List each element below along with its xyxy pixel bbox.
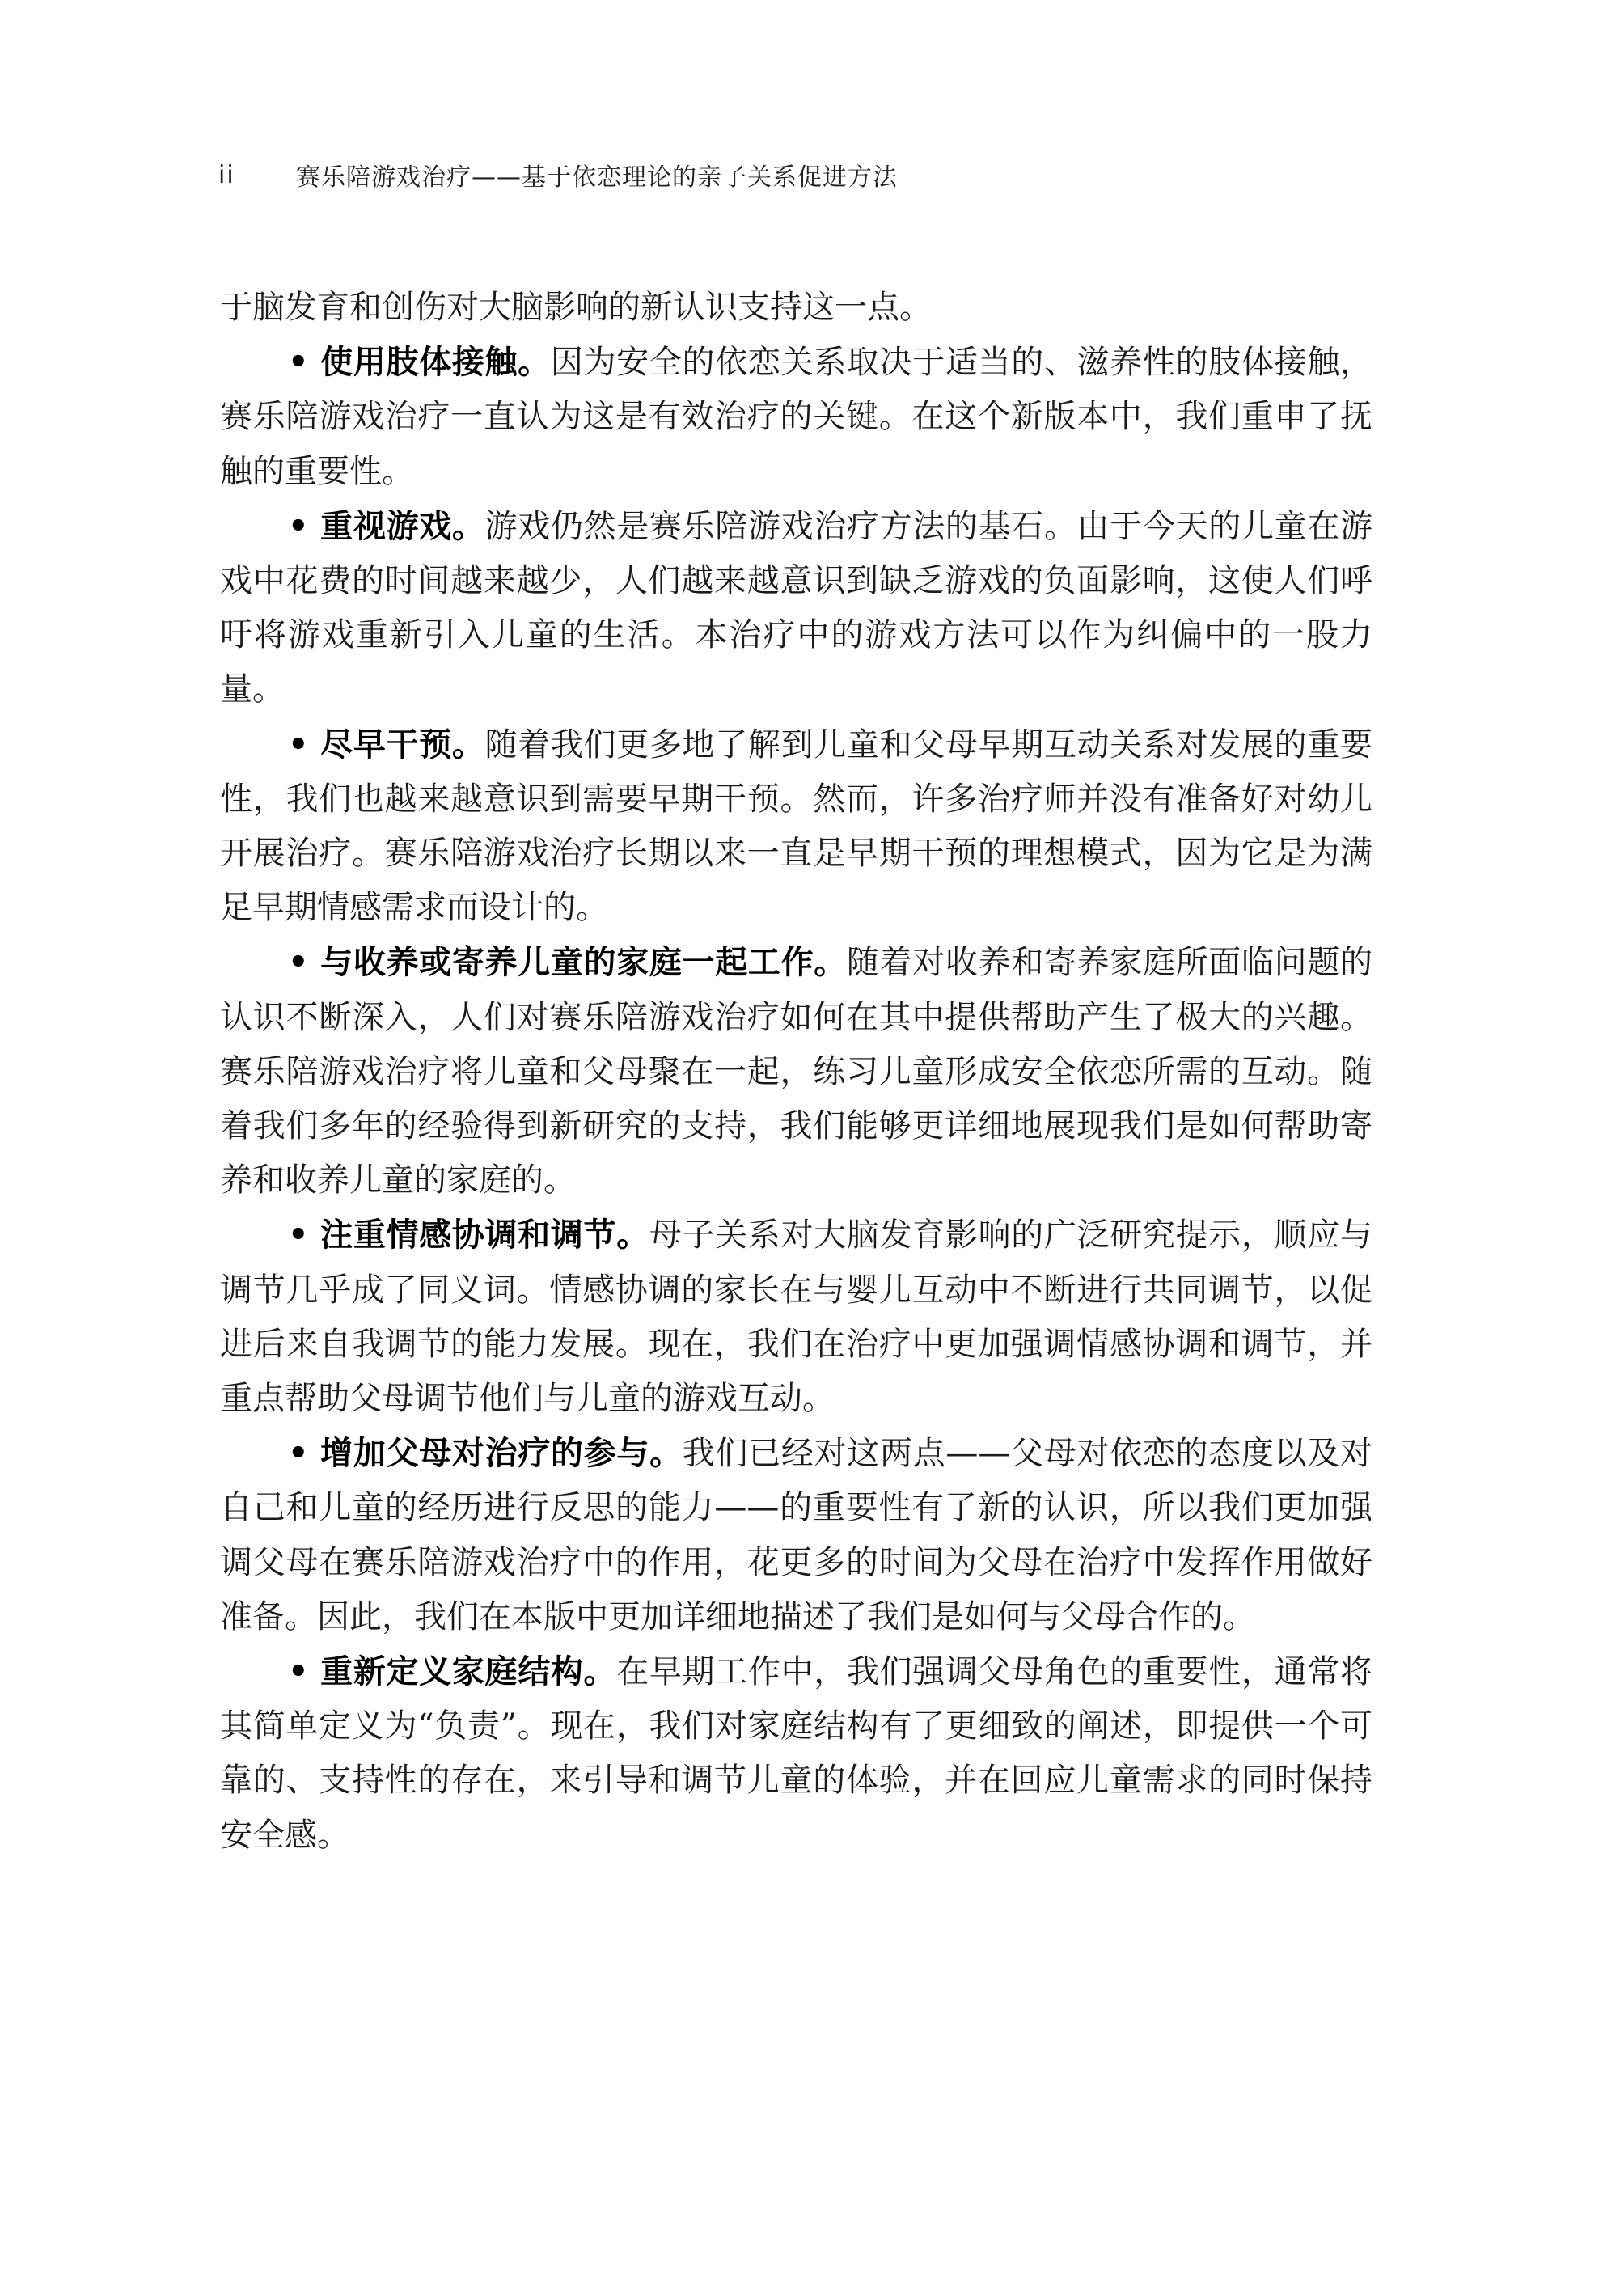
book-title: 赛乐陪游戏治疗——基于依恋理论的亲子关系促进方法 <box>296 163 898 192</box>
page-number: ii <box>218 160 235 189</box>
list-item <box>220 1644 1372 1863</box>
list-item <box>220 717 1372 936</box>
item-text: 母子关系对大脑发育影响的广泛研究提示，顺应与调节几乎成了同义词。情感协调的家长在与婴儿互动中不断进行共同调节，以促进后来自我调节的能力发展。现在，我们在治疗中更加强调情感协调和调节，并重点帮助父母调节他们与儿童的游戏互动。 <box>220 1216 1372 1418</box>
running-head <box>218 155 1375 194</box>
item-text: 随着对收养和寄养家庭所面临问题的认识不断深入，人们对赛乐陪游戏治疗如何在其中提供帮助产生了极大的兴趣。赛乐陪游戏治疗将儿童和父母聚在一起，练习儿童形成安全依恋所需的互动。随着我们多年的经验得到新研究的支持，我们能够更详细地展现我们是如何帮助寄养和收养儿童的家庭的。 <box>220 944 1372 1199</box>
continuation-paragraph: 于脑发育和创伤对大脑影响的新认识支持这一点。 <box>220 289 932 326</box>
item-heading: • 重新定义家庭结构。 <box>288 1652 617 1691</box>
item-heading: • 尽早干预。 <box>288 725 485 764</box>
item-heading: • 使用肢体接触。 <box>288 343 551 382</box>
item-heading: • 增加父母对治疗的参与。 <box>288 1434 683 1473</box>
list-item <box>220 499 1372 717</box>
item-text: 游戏仍然是赛乐陪游戏治疗方法的基石。由于今天的儿童在游戏中花费的时间越来越少，人们越来越意识到缺乏游戏的负面影响，这使人们呼吁将游戏重新引入儿童的生活。本治疗中的游戏方法可以作为纠偏中的一股力量。 <box>220 507 1372 709</box>
item-heading: • 与收养或寄养儿童的家庭一起工作。 <box>288 943 847 982</box>
item-text: 在早期工作中，我们强调父母角色的重要性，通常将其简单定义为“负责”。现在，我们对家庭结构有了更细致的阐述，即提供一个可靠的、支持性的存在，来引导和调节儿童的体验，并在回应儿童需求的同时保持安全感。 <box>220 1653 1372 1854</box>
list-item <box>220 335 1372 499</box>
item-text: 因为安全的依恋关系取决于适当的、滋养性的肢体接触，赛乐陪游戏治疗一直认为这是有效治疗的关键。在这个新版本中，我们重申了抚触的重要性。 <box>220 344 1372 490</box>
list-item <box>220 1208 1372 1426</box>
item-text: 随着我们更多地了解到儿童和父母早期互动关系对发展的重要性，我们也越来越意识到需要早期干预。然而，许多治疗师并没有准备好对幼儿开展治疗。赛乐陪游戏治疗长期以来一直是早期干预的理想模式，因为它是为满足早期情感需求而设计的。 <box>220 726 1372 927</box>
list-item <box>220 1426 1372 1644</box>
list-item <box>220 935 1372 1208</box>
item-heading: • 重视游戏。 <box>288 506 485 545</box>
body-text <box>220 281 1372 1863</box>
item-text: 我们已经对这两点——父母对依恋的态度以及对自己和儿童的经历进行反思的能力——的重要性有了新的认识，所以我们更加强调父母在赛乐陪游戏治疗中的作用，花更多的时间为父母在治疗中发挥作用做好准备。因此，我们在本版中更加详细地描述了我们是如何与父母合作的。 <box>220 1435 1373 1635</box>
item-heading: • 注重情感协调和调节。 <box>288 1216 649 1254</box>
